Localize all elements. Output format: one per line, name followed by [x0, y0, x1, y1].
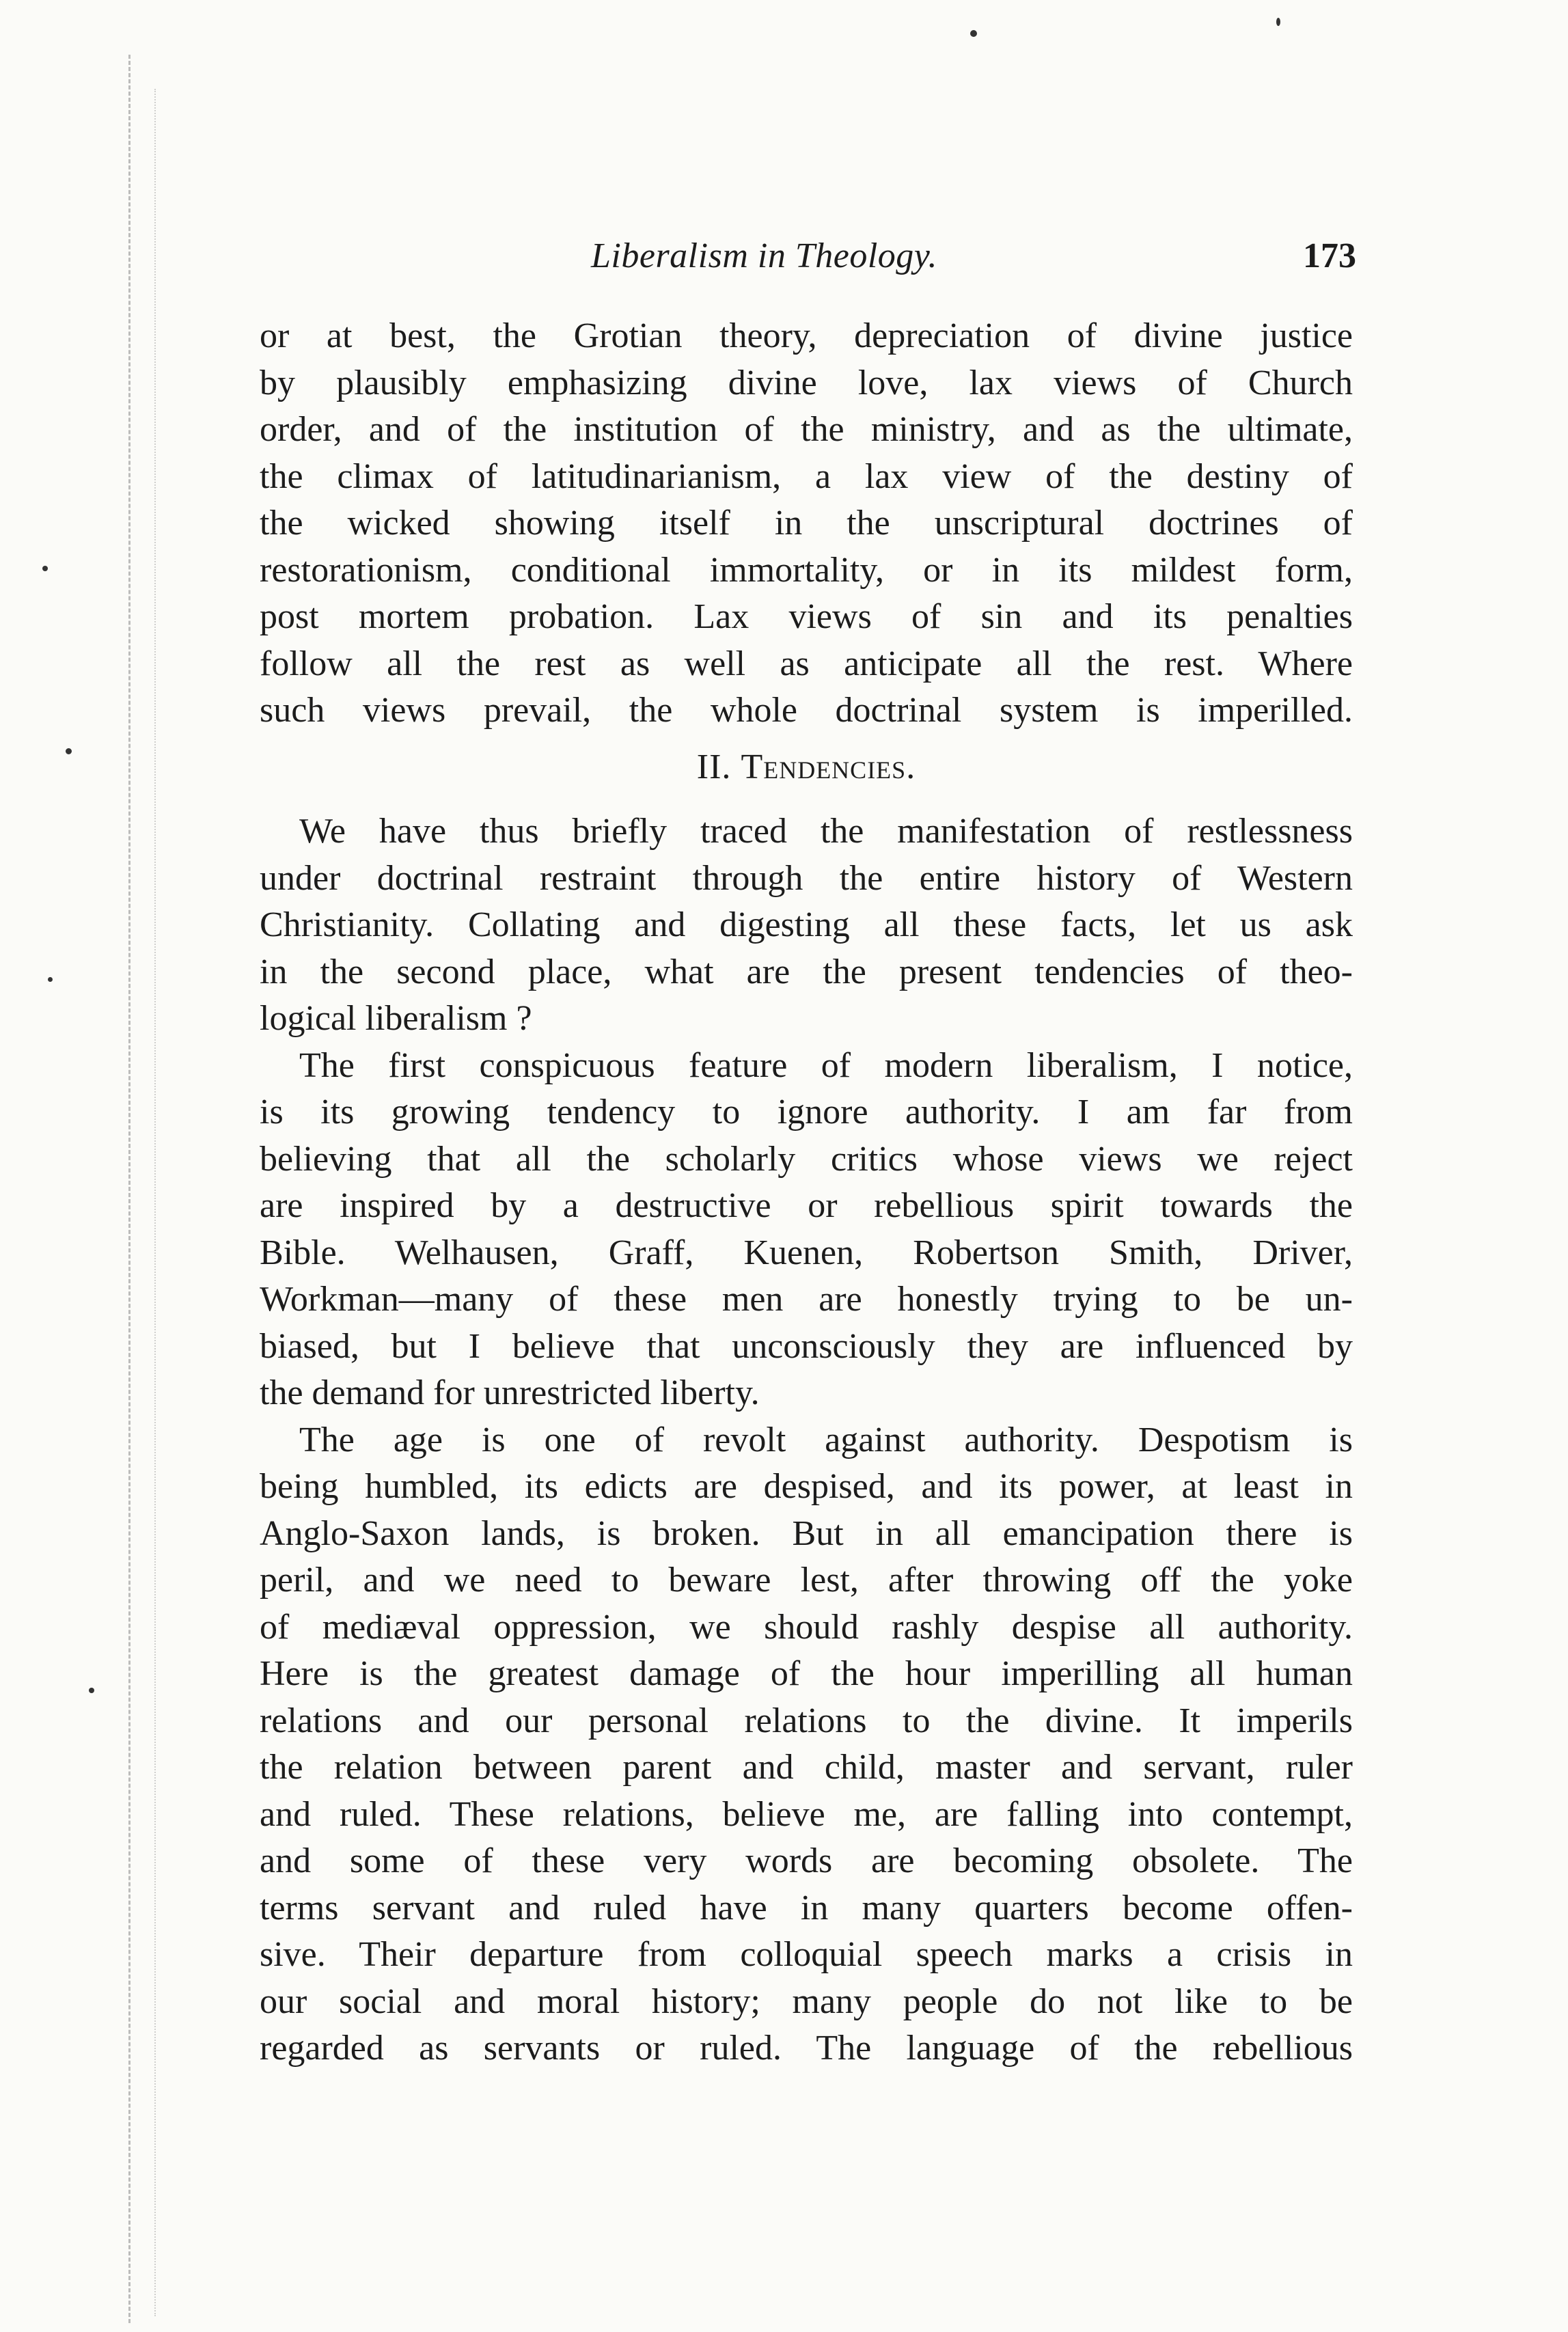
text-line: biased, but I believe that unconsciously they are influenced by [260, 1326, 1353, 1366]
running-head [263, 236, 1356, 290]
paragraph [260, 808, 1353, 1043]
paragraph [260, 1043, 1353, 1417]
paragraph [260, 313, 1353, 735]
ink-speck [48, 977, 53, 982]
body-text [260, 313, 1353, 2072]
text-line: believing that all the scholarly critics whose views we reject [260, 1139, 1353, 1179]
binding-shadow [154, 89, 156, 2316]
text-line: Workman—many of these men are honestly trying to be un- [260, 1280, 1353, 1319]
ink-speck [66, 748, 72, 754]
section-heading [260, 744, 1353, 791]
text-line: such views prevail, the whole doctrinal system is imperilled. [260, 691, 1353, 730]
page-number: 173 [1303, 236, 1356, 275]
section-numeral: II. [696, 747, 732, 786]
text-line: the climax of latitudinarianism, a lax view of the destiny of [260, 456, 1353, 496]
text-line: relations and our personal relations to the divine. It imperils [260, 1701, 1353, 1740]
text-line: being humbled, its edicts are despised, and its power, at least in [260, 1467, 1353, 1506]
text-line: by plausibly emphasizing divine love, lax views of Church [260, 363, 1353, 402]
binding-edge [128, 55, 130, 2323]
text-line: Here is the greatest damage of the hour imperilling all human [260, 1654, 1353, 1693]
text-line: The age is one of revolt against authority. Despotism is [299, 1420, 1353, 1459]
text-line: is its growing tendency to ignore authority. I am far from [260, 1093, 1353, 1131]
text-line: in the second place, what are the present tendencies of theo- [260, 952, 1353, 991]
text-line: The first conspicuous feature of modern liberalism, I notice, [299, 1045, 1353, 1085]
text-line: of mediæval oppression, we should rashly despise all authority. [260, 1607, 1353, 1647]
text-line: and some of these very words are becoming obsolete. The [260, 1841, 1353, 1880]
text-line: the wicked showing itself in the unscriptural doctrines of [260, 504, 1353, 543]
text-line: Bible. Welhausen, Graff, Kuenen, Robertson Smith, Driver, [260, 1233, 1353, 1272]
text-line: Anglo-Saxon lands, is broken. But in all emancipation there is [260, 1513, 1353, 1553]
text-line: terms servant and ruled have in many quarters become offen- [260, 1888, 1353, 1928]
text-line: Christianity. Collating and digesting all these facts, let us ask [260, 905, 1353, 944]
text-line: peril, and we need to beware lest, after throwing off the yoke [260, 1561, 1353, 1600]
text-line: the demand for unrestricted liberty. [260, 1373, 760, 1412]
text-line: order, and of the institution of the ministry, and as the ultimate, [260, 410, 1353, 449]
ink-speck [1276, 18, 1280, 26]
text-line: or at best, the Grotian theory, depreciation of divine justice [260, 316, 1353, 355]
text-line: sive. Their departure from colloquial speech marks a crisis in [260, 1935, 1353, 1974]
section-title: Tendencies. [741, 747, 916, 786]
text-line: restorationism, conditional immortality, or in its mildest form, [260, 550, 1353, 590]
text-line: follow all the rest as well as anticipate all the rest. Where [260, 644, 1353, 683]
text-line: under doctrinal restraint through the entire history of Western [260, 858, 1353, 898]
text-line: our social and moral history; many people do not like to be [260, 1981, 1353, 2021]
ink-speck [970, 30, 977, 37]
paragraph [260, 1417, 1353, 2072]
ink-speck [89, 1688, 94, 1693]
ink-speck [42, 566, 48, 571]
text-line: We have thus briefly traced the manifestation of restlessness [299, 812, 1353, 851]
text-line: are inspired by a destructive or rebellious spirit towards the [260, 1186, 1353, 1225]
text-line: post mortem probation. Lax views of sin and its penalties [260, 597, 1353, 636]
text-line: logical liberalism ? [260, 999, 532, 1038]
text-line: regarded as servants or ruled. The language of the rebellious [260, 2029, 1353, 2068]
running-title: Liberalism in Theology. [591, 236, 937, 275]
text-line: and ruled. These relations, believe me, are falling into contempt, [260, 1794, 1353, 1834]
text-line: the relation between parent and child, master and servant, ruler [260, 1748, 1353, 1787]
